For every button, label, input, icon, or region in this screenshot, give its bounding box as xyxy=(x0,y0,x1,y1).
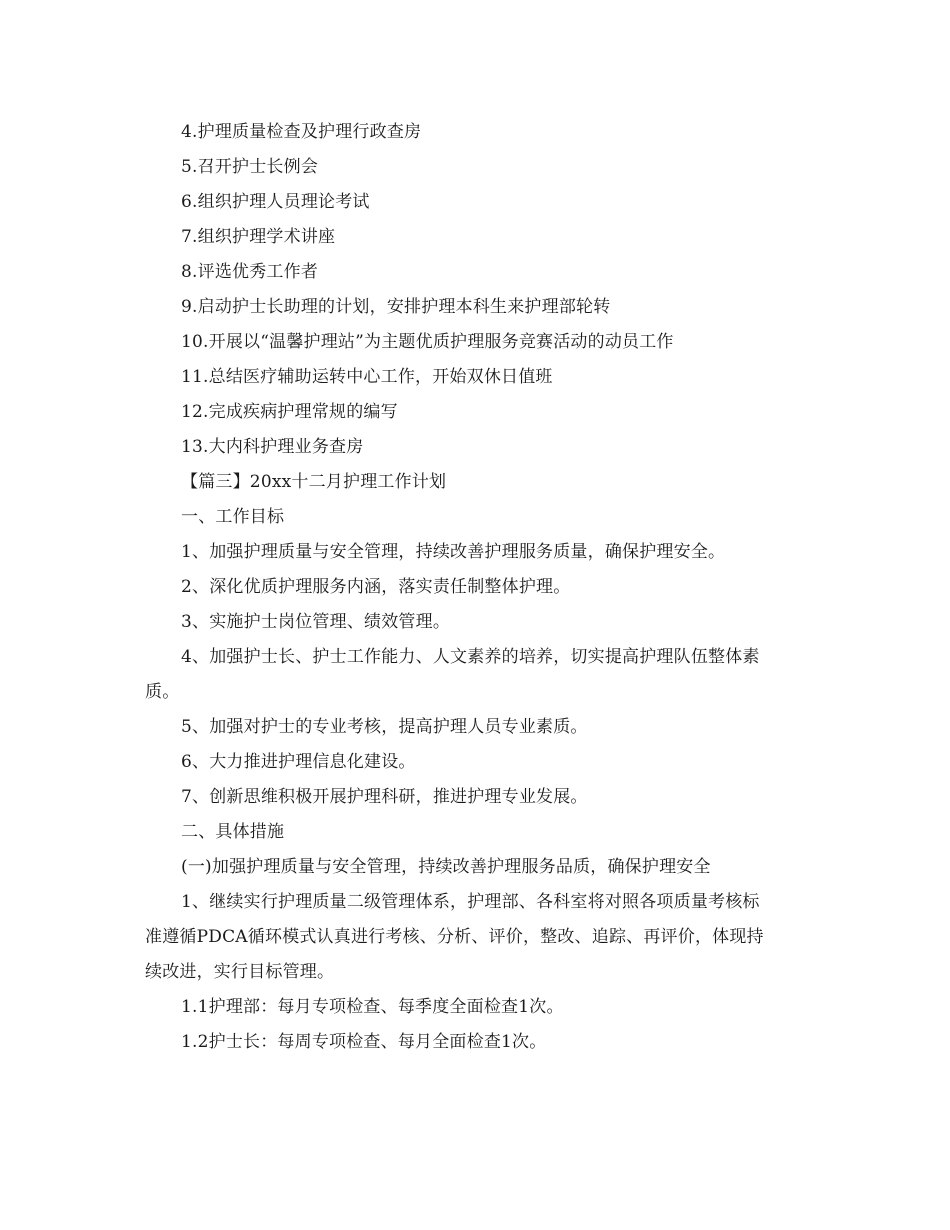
paragraph-line: 3、实施护士岗位管理、绩效管理。 xyxy=(181,612,451,632)
list-item: 7.组织护理学术讲座 xyxy=(181,227,336,247)
list-item: 12.完成疾病护理常规的编写 xyxy=(181,402,398,422)
list-item: 13.大内科护理业务查房 xyxy=(181,437,364,457)
paragraph-line: 6、大力推进护理信息化建设。 xyxy=(181,752,416,772)
paragraph-line: 1.1护理部：每月专项检查、每季度全面检查1次。 xyxy=(181,997,564,1017)
subsection-heading: 一、工作目标 xyxy=(181,507,285,527)
paragraph-line: 5、加强对护士的专业考核，提高护理人员专业素质。 xyxy=(181,717,588,737)
paragraph-line: 续改进，实行目标管理。 xyxy=(145,962,335,982)
subsection-heading: 二、具体措施 xyxy=(181,822,285,842)
paragraph-line: 质。 xyxy=(145,682,180,702)
list-item: 9.启动护士长助理的计划，安排护理本科生来护理部轮转 xyxy=(181,297,611,317)
paragraph-line: 1.2护士长：每周专项检查、每月全面检查1次。 xyxy=(181,1032,547,1052)
list-item: 10.开展以“温馨护理站”为主题优质护理服务竞赛活动的动员工作 xyxy=(181,332,674,352)
paragraph-line: 2、深化优质护理服务内涵，落实责任制整体护理。 xyxy=(181,577,571,597)
paragraph-line: 7、创新思维积极开展护理科研，推进护理专业发展。 xyxy=(181,787,588,807)
paragraph-line: 准遵循PDCA循环模式认真进行考核、分析、评价，整改、追踪、再评价，体现持 xyxy=(145,927,764,947)
list-item: 5.召开护士长例会 xyxy=(181,157,319,177)
list-item: 8.评选优秀工作者 xyxy=(181,262,319,282)
list-item: 4.护理质量检查及护理行政查房 xyxy=(181,122,422,142)
paragraph-line: 4、加强护士长、护士工作能力、人文素养的培养，切实提高护理队伍整体素 xyxy=(181,647,760,667)
list-item: 11.总结医疗辅助运转中心工作，开始双休日值班 xyxy=(181,367,553,387)
list-item: 6.组织护理人员理论考试 xyxy=(181,192,370,212)
paragraph-line: (一)加强护理质量与安全管理，持续改善护理服务品质，确保护理安全 xyxy=(181,857,711,877)
section-heading: 【篇三】20xx十二月护理工作计划 xyxy=(181,472,447,492)
paragraph-line: 1、加强护理质量与安全管理，持续改善护理服务质量，确保护理安全。 xyxy=(181,542,726,562)
paragraph-line: 1、继续实行护理质量二级管理体系，护理部、各科室将对照各项质量考核标 xyxy=(181,892,760,912)
